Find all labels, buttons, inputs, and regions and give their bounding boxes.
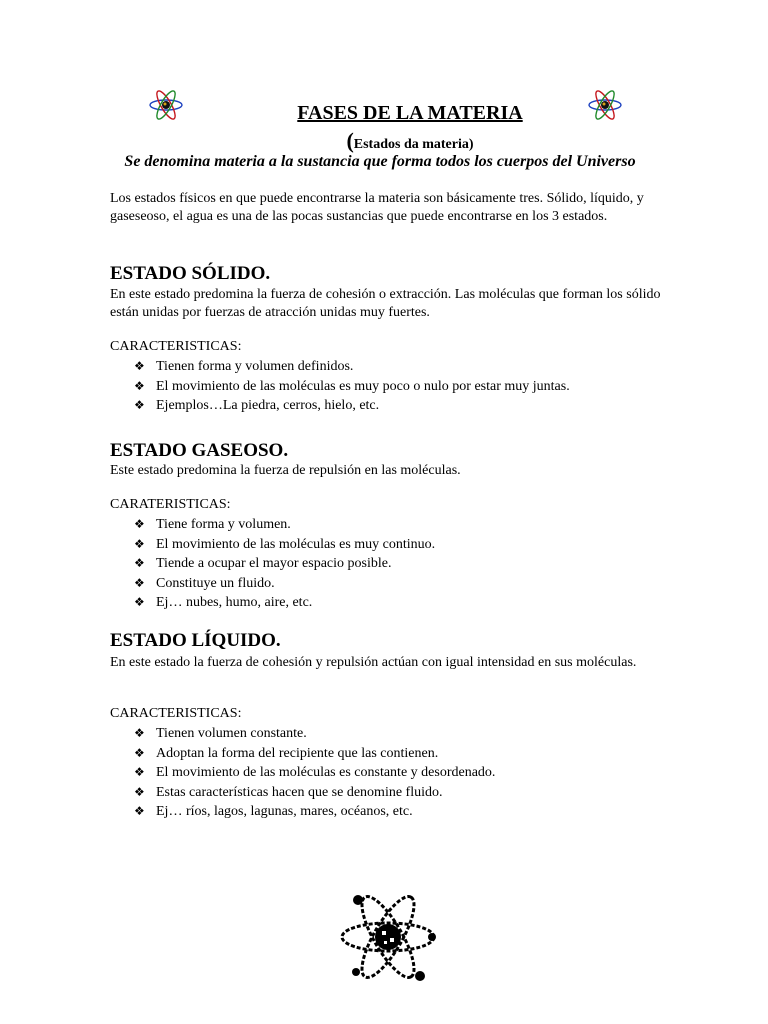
section-text-liquid: En este estado la fuerza de cohesión y repulsión actúan con igual intensidad en sus moléculas. xyxy=(110,655,637,670)
list-item: ❖ Ejemplos…La piedra, cerros, hielo, etc. xyxy=(134,396,570,416)
bullet-icon: ❖ xyxy=(134,575,145,590)
bullet-list-solid xyxy=(134,357,570,416)
bullet-icon: ❖ xyxy=(134,784,145,799)
bullet-icon: ❖ xyxy=(134,556,145,570)
list-item: ❖ Tiene forma y volumen. xyxy=(134,515,435,535)
bullet-icon: ❖ xyxy=(134,765,145,779)
list-item: ❖ Ej… nubes, humo, aire, etc. xyxy=(134,593,435,613)
list-item: ❖ Adoptan la forma del recipiente que las contienen. xyxy=(134,744,495,764)
section-label-solid: CARACTERISTICAS: xyxy=(110,339,242,354)
document-title: FASES DE LA MATERIA xyxy=(297,102,523,124)
bullet-icon: ❖ xyxy=(134,398,145,412)
intro-paragraph: Los estados físicos en que puede encontrarse la materia son básicamente tres. Sólido, líquido, y gaseseoso, el agua es una de las pocas sustancias que puede encontrarse en los 3 estados. xyxy=(110,191,644,224)
subtitle-paren: ( xyxy=(346,128,354,153)
list-item: ❖ Estas características hacen que se denomine fluido. xyxy=(134,783,495,803)
bullet-icon: ❖ xyxy=(134,359,145,373)
section-heading-gas: ESTADO GASEOSO. xyxy=(110,440,289,461)
list-item: ❖ Ej… ríos, lagos, lagunas, mares, océanos, etc. xyxy=(134,802,495,822)
section-text-gas: Este estado predomina la fuerza de repulsión en las moléculas. xyxy=(110,463,461,478)
atom-icon-bottom xyxy=(336,888,440,986)
list-item: ❖ Tienen volumen constante. xyxy=(134,724,495,744)
list-item: ❖ El movimiento de las moléculas es muy poco o nulo por estar muy juntas. xyxy=(134,377,570,397)
bullet-icon: ❖ xyxy=(134,536,145,551)
section-text-solid: En este estado predomina la fuerza de cohesión o extracción. Las moléculas que forman los sólido están unidas por fuerzas de atracción unidas muy fuertes. xyxy=(110,287,661,320)
list-item: ❖ Tienen forma y volumen definidos. xyxy=(134,357,570,377)
list-item: ❖ El movimiento de las moléculas es muy continuo. xyxy=(134,535,435,555)
subtitle-text: Estados da materia) xyxy=(353,137,474,152)
bullet-list-gas xyxy=(134,515,435,613)
bullet-icon: ❖ xyxy=(134,745,145,760)
bullet-list-liquid xyxy=(134,724,495,822)
section-heading-liquid: ESTADO LÍQUIDO. xyxy=(110,630,281,651)
bullet-icon: ❖ xyxy=(134,378,145,393)
bullet-icon: ❖ xyxy=(134,804,145,818)
document-tagline: Se denomina materia a la sustancia que forma todos los cuerpos del Universo xyxy=(124,153,636,170)
list-item: ❖ Tiende a ocupar el mayor espacio posible. xyxy=(134,554,435,574)
bullet-icon: ❖ xyxy=(134,726,145,740)
bullet-icon: ❖ xyxy=(134,517,145,531)
section-label-liquid: CARACTERISTICAS: xyxy=(110,706,242,721)
list-item: ❖ Constituye un fluido. xyxy=(134,574,435,594)
list-item: ❖ El movimiento de las moléculas es constante y desordenado. xyxy=(134,763,495,783)
section-label-gas: CARATERISTICAS: xyxy=(110,497,231,512)
bullet-icon: ❖ xyxy=(134,595,145,609)
section-heading-solid: ESTADO SÓLIDO. xyxy=(110,263,271,284)
document-subtitle xyxy=(0,128,768,154)
